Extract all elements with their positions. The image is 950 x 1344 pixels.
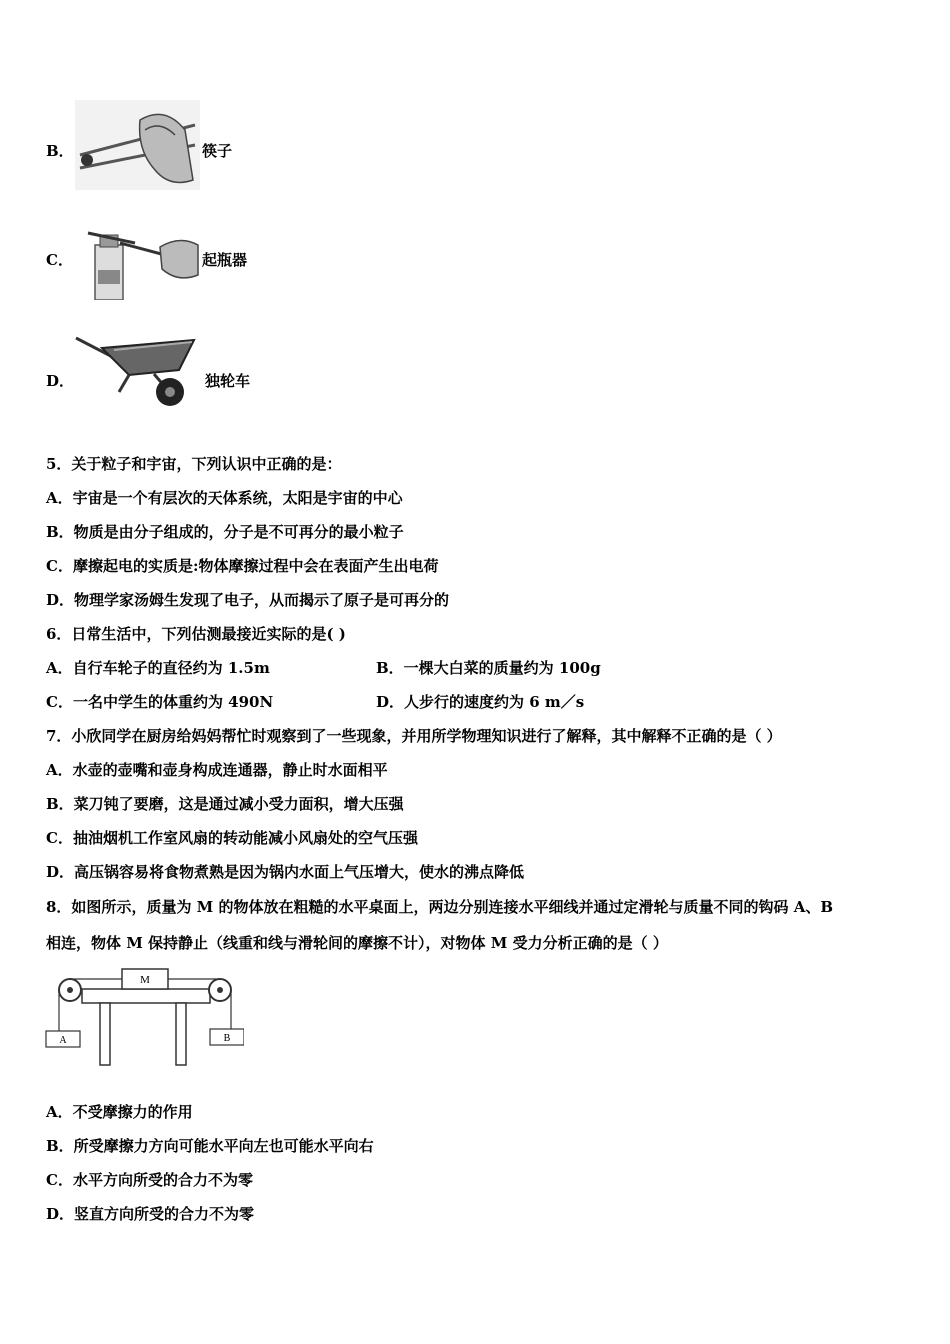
option-c-label: 起瓶器 (202, 251, 248, 269)
q6-option-c: C．一名中学生的体重约为 490N (46, 693, 274, 711)
chopsticks-picture (75, 100, 200, 190)
option-b-label: 筷子 (202, 142, 233, 160)
q5-option-c: C．摩擦起电的实质是:物体摩擦过程中会在表面产生出电荷 (46, 557, 439, 575)
weight-a-label: A (59, 1035, 67, 1046)
q8-option-b: B．所受摩擦力方向可能水平向左也可能水平向右 (46, 1137, 374, 1155)
q5-stem: 5．关于粒子和宇宙，下列认识中正确的是： (46, 455, 342, 473)
option-d-label: 独轮车 (205, 372, 251, 390)
q5-option-a: A．宇宙是一个有层次的天体系统，太阳是宇宙的中心 (46, 489, 403, 507)
q6-stem: 6．日常生活中，下列估测最接近实际的是( ) (46, 625, 346, 643)
table-top (82, 989, 210, 1003)
option-d-letter: D． (46, 372, 75, 390)
q7-stem: 7．小欣同学在厨房给妈妈帮忙时观察到了一些现象，并用所学物理知识进行了解释，其中解释不正确的是（ ） (46, 727, 782, 745)
option-c-letter: C． (46, 251, 73, 269)
weight-b-label: B (223, 1033, 231, 1044)
q6-option-d: D．人步行的速度约为 6 m／s (376, 693, 585, 711)
table-leg-left (100, 1003, 110, 1065)
q8-option-c: C．水平方向所受的合力不为零 (46, 1171, 253, 1189)
q7-option-c: C．抽油烟机工作室风扇的转动能减小风扇处的空气压强 (46, 829, 418, 847)
q5-option-d: D．物理学家汤姆生发现了电子，从而揭示了原子是可再分的 (46, 591, 450, 609)
option-b-letter: B． (46, 142, 74, 160)
q8-stem-line2: 相连，物体 M 保持静止（线重和线与滑轮间的摩擦不计），对物体 M 受力分析正确的是（ ） (46, 934, 668, 952)
wheelbarrow-picture (74, 330, 199, 410)
q7-option-d: D．高压锅容易将食物煮熟是因为锅内水面上气压增大，使水的沸点降低 (46, 863, 525, 881)
block-m-label: M (140, 974, 150, 986)
q7-option-a: A．水壶的壶嘴和壶身构成连通器，静止时水面相平 (46, 761, 388, 779)
pulley-table-diagram (44, 965, 244, 1070)
q8-option-a: A．不受摩擦力的作用 (46, 1103, 193, 1121)
q5-option-b: B．物质是由分子组成的，分子是不可再分的最小粒子 (46, 523, 404, 541)
q6-option-a: A．自行车轮子的直径约为 1.5m (46, 659, 270, 677)
bottle-opener-picture (80, 225, 200, 300)
q6-option-b: B．一棵大白菜的质量约为 100g (376, 659, 601, 677)
q8-option-d: D．竖直方向所受的合力不为零 (46, 1205, 255, 1223)
q7-option-b: B．菜刀钝了要磨，这是通过减小受力面积，增大压强 (46, 795, 404, 813)
q8-stem-line1: 8．如图所示，质量为 M 的物体放在粗糙的水平桌面上，两边分别连接水平细线并通过定滑轮与质量不同的钩码 A、B (46, 898, 834, 916)
table-leg-right (176, 1003, 186, 1065)
